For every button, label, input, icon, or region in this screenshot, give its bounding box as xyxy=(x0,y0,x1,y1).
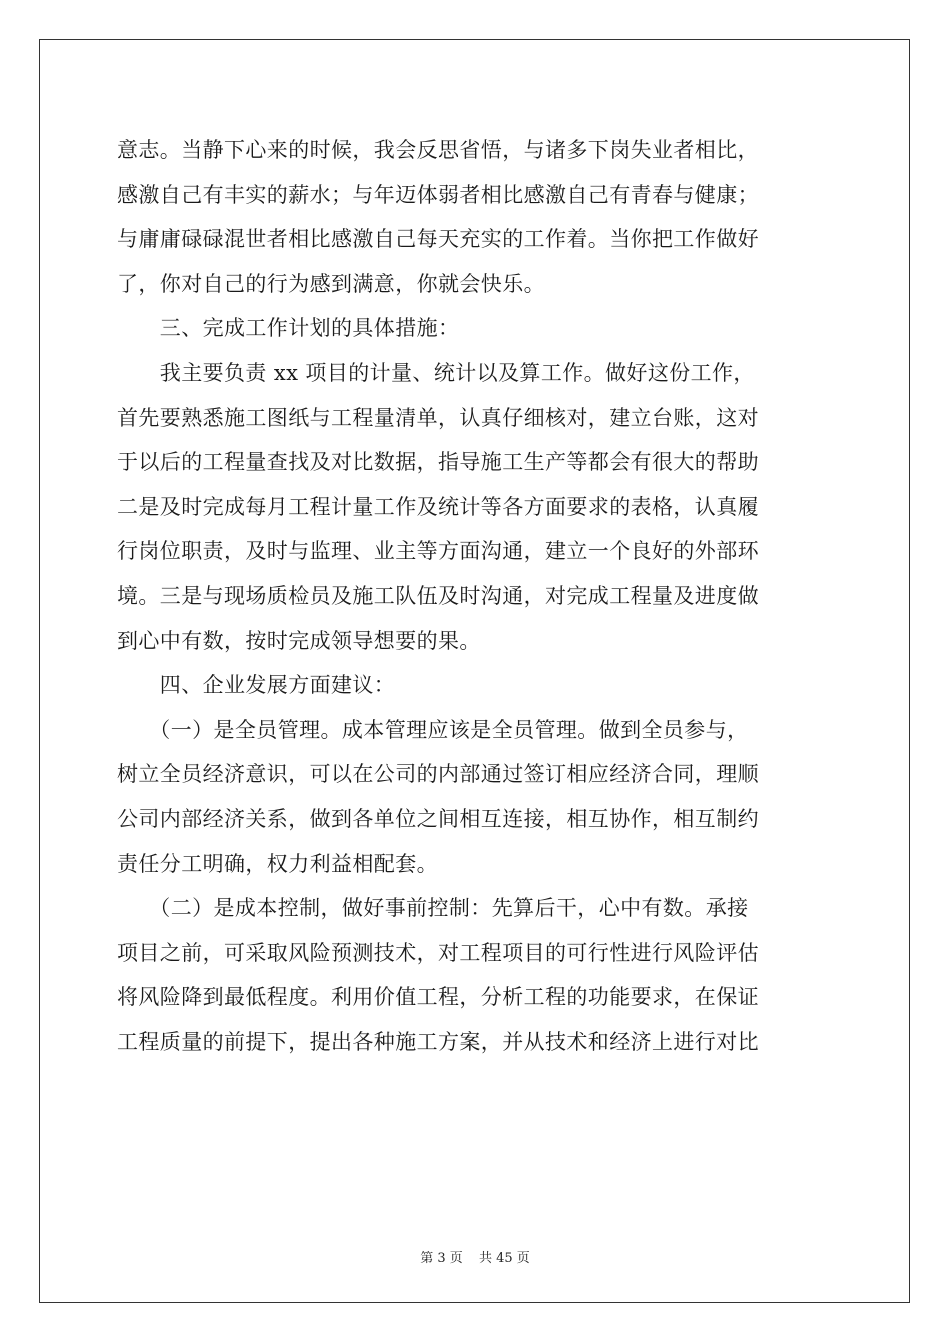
text-line: 意志。当静下心来的时候，我会反思省悟，与诸多下岗失业者相比， xyxy=(117,138,759,162)
document-body xyxy=(117,128,837,1064)
text-line: 于以后的工程量查找及对比数据，指导施工生产等都会有很大的帮助 xyxy=(117,450,759,475)
text-line: （二）是成本控制，做好事前控制：先算后干，心中有数。承接 xyxy=(117,896,749,921)
text-line: 公司内部经济关系，做到各单位之间相互连接，相互协作，相互制约 xyxy=(117,806,759,831)
page-number: 第 3 页 xyxy=(420,1251,463,1266)
page-footer xyxy=(0,1247,950,1266)
text-line: 境。三是与现场质检员及施工队伍及时沟通，对完成工程量及进度做 xyxy=(117,583,759,608)
text-line: 行岗位职责，及时与监理、业主等方面沟通，建立一个良好的外部环 xyxy=(117,539,759,564)
text-line: 了，你对自己的行为感到满意，你就会快乐。 xyxy=(117,271,545,296)
text-line: 项目之前，可采取风险预测技术，对工程项目的可行性进行风险评估 xyxy=(117,940,759,965)
text-line: 将风险降到最低程度。利用价值工程，分析工程的功能要求，在保证 xyxy=(117,985,759,1010)
text-line: 感激自己有丰实的薪水；与年迈体弱者相比感激自己有青春与健康； xyxy=(117,182,759,207)
page-total: 共 45 页 xyxy=(478,1251,530,1266)
text-line: 到心中有数，按时完成领导想要的果。 xyxy=(117,628,481,653)
text-line: 我主要负责 xx 项目的计量、统计以及算工作。做好这份工作， xyxy=(117,360,755,385)
text-line: 与庸庸碌碌混世者相比感激自己每天充实的工作着。当你把工作做好 xyxy=(117,227,759,252)
text-line: （一）是全员管理。成本管理应该是全员管理。做到全员参与， xyxy=(117,717,749,742)
section-heading: 三、完成工作计划的具体措施： xyxy=(117,316,460,341)
text-line: 二是及时完成每月工程计量工作及统计等各方面要求的表格，认真履 xyxy=(117,494,759,519)
text-line: 工程质量的前提下，提出各种施工方案，并从技术和经济上进行对比 xyxy=(117,1029,759,1054)
section-heading: 四、企业发展方面建议： xyxy=(117,673,396,698)
text-line: 树立全员经济意识，可以在公司的内部通过签订相应经济合同，理顺 xyxy=(117,762,759,787)
text-line: 首先要熟悉施工图纸与工程量清单，认真仔细核对，建立台账，这对 xyxy=(117,405,759,430)
text-line: 责任分工明确，权力利益相配套。 xyxy=(117,851,438,876)
